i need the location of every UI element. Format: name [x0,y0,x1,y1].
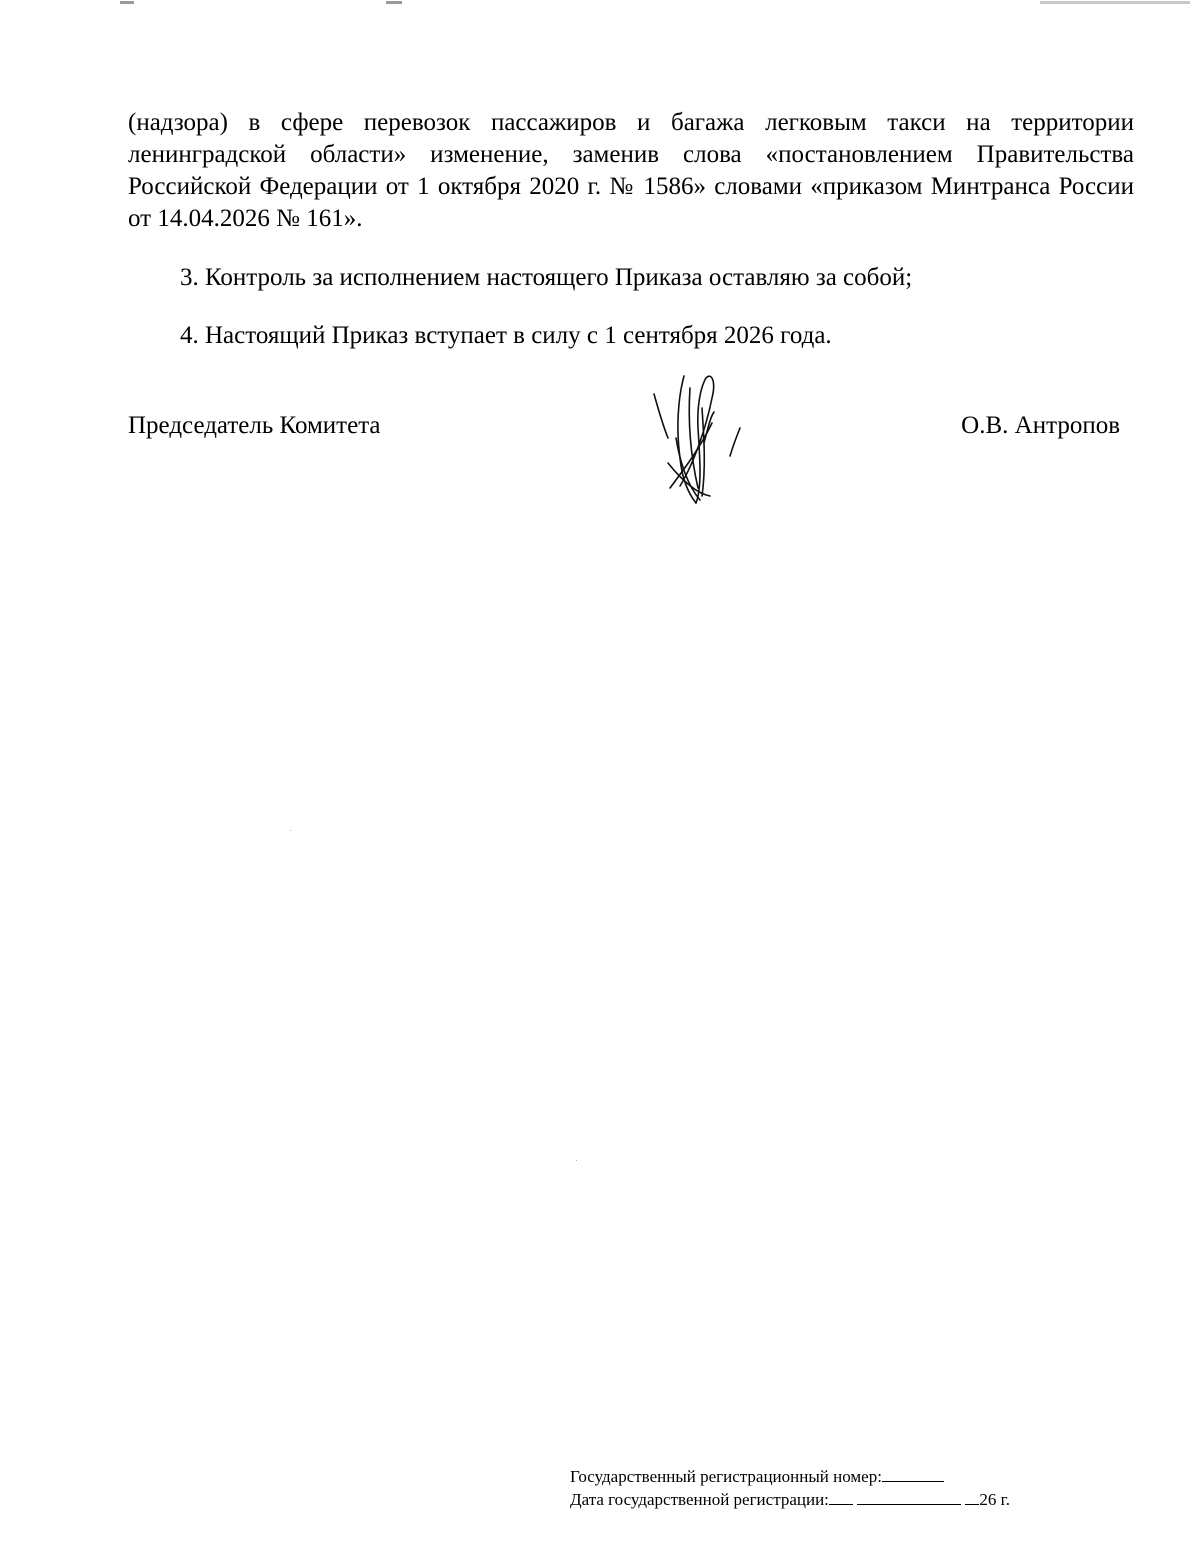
signatory-position: Председатель Комитета [128,412,381,439]
order-item-4: 4. Настоящий Приказ вступает в силу с 1 сентября 2026 года. [180,322,832,349]
signatory-name: О.В. Антропов [961,412,1120,439]
registration-year-blank [965,1488,979,1505]
registration-number-label: Государственный регистрационный номер: [570,1467,882,1486]
registration-number-row [570,1465,1010,1488]
registration-year-suffix: 26 г. [979,1490,1010,1509]
registration-date-label: Дата государственной регистрации: [570,1490,829,1509]
handwritten-signature [640,368,760,518]
registration-month-blank [857,1488,961,1505]
registration-day-blank [829,1488,853,1505]
scan-speck [576,1160,577,1161]
scan-speck [290,830,291,831]
registration-block [570,1465,1010,1511]
order-paragraph-continued: (надзора) в сфере перевозок пассажиров и багажа легковым такси на территории ленинградской области» изменение, заменив слова «постановлением Правительства Российской Федерации от 1 октября 2020 г. № 1586» словами «приказом Минтранса России от 14.04.2026 № 161». [128,109,1134,232]
scan-edge-artifacts [0,0,1200,10]
order-item-3: 3. Контроль за исполнением настоящего Приказа оставляю за собой; [180,264,913,291]
registration-number-blank [882,1465,944,1482]
registration-date-row [570,1488,1010,1511]
